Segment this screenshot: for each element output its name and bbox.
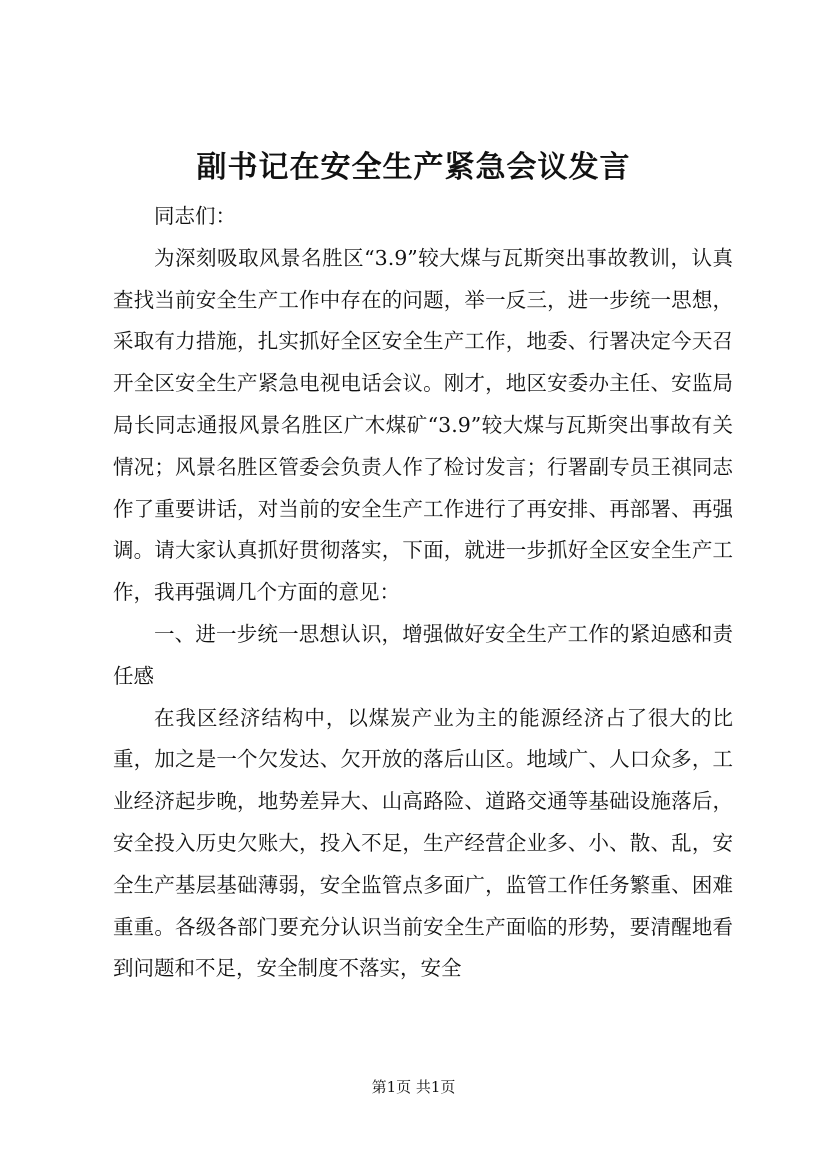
paragraph-intro: 为深刻吸取风景名胜区“3.9”较大煤与瓦斯突出事故教训，认真查找当前安全生产工作中存在的问题，举一反三，进一步统一思想，采取有力措施，扎实抓好全区安全生产工作，地委、行署决定今天召开全区安全生产紧急电视电话会议。刚才，地区安委办主任、安监局局长同志通报风景名胜区广木煤矿“3.9”较大煤与瓦斯突出事故有关情况；风景名胜区管委会负责人作了检讨发言；行署副专员王祺同志作了重要讲话，对当前的安全生产工作进行了再安排、再部署、再强调。请大家认真抓好贯彻落实，下面，就进一步抓好全区安全生产工作，我再强调几个方面的意见： bbox=[113, 245, 733, 605]
paragraph-section-1: 在我区经济结构中，以煤炭产业为主的能源经济占了很大的比重，加之是一个欠发达、欠开放的落后山区。地域广、人口众多，工业经济起步晚，地势差异大、山高路险、道路交通等基础设施落后，安全投入历史欠账大，投入不足，生产经营企业多、小、散、乱，安全生产基层基础薄弱，安全监管点多面广，监管工作任务繁重、困难重重。各级各部门要充分认识当前安全生产面临的形势，要清醒地看到问题和不足，安全制度不落实，安全 bbox=[113, 705, 733, 981]
document-title: 副书记在安全生产紧急会议发言 bbox=[196, 150, 631, 185]
salutation: 同志们： bbox=[154, 204, 236, 228]
document-body bbox=[113, 196, 733, 990]
section-heading-1: 一、进一步统一思想认识，增强做好安全生产工作的紧迫感和责任感 bbox=[113, 621, 733, 688]
page-number-footer: 第1页 共1页 bbox=[371, 1078, 456, 1096]
